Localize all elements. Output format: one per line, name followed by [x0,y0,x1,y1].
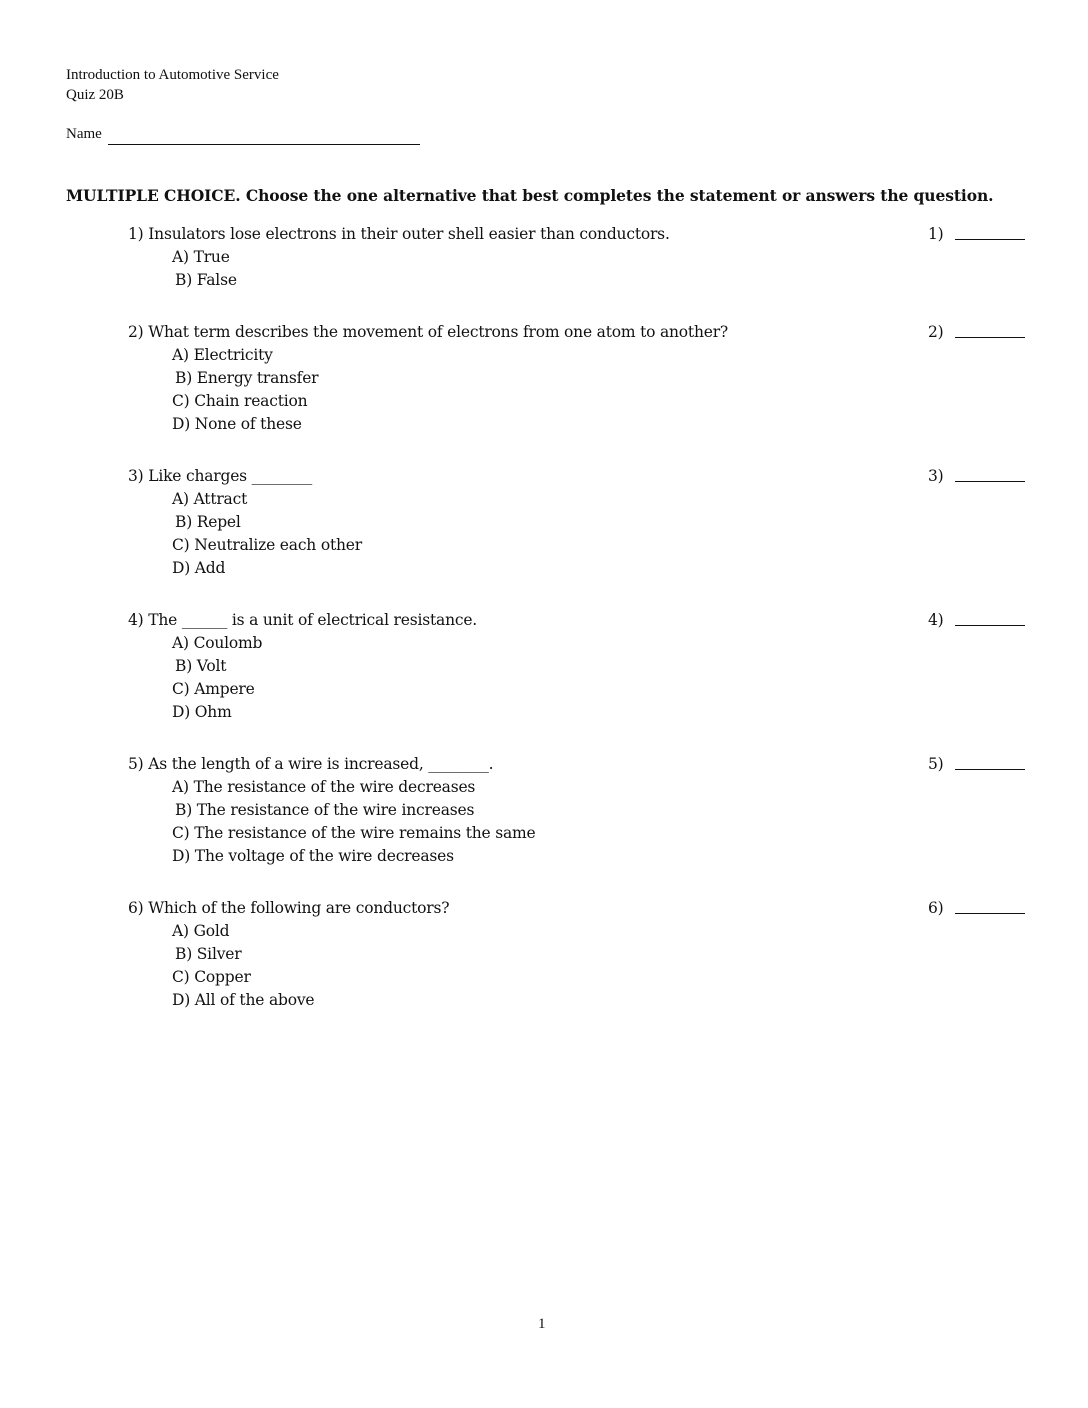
answer-option[interactable]: A) Gold [172,922,230,940]
answer-option[interactable]: A) True [172,248,230,266]
question-6 [128,897,1028,1012]
page-number: 1 [538,1316,546,1332]
answer-number: 4) [928,611,944,629]
answer-option[interactable]: D) None of these [172,415,302,433]
question-stem: 3) Like charges ________ [128,467,313,485]
answer-blank[interactable] [955,239,1025,240]
answer-blank[interactable] [955,913,1025,914]
answer-option[interactable]: B) False [175,271,237,289]
answer-option[interactable]: A) Coulomb [172,634,263,652]
answer-option[interactable]: B) Volt [175,657,227,675]
answer-number: 6) [928,899,944,917]
question-4 [128,609,1028,724]
answer-blank[interactable] [955,625,1025,626]
name-label: Name [66,126,102,142]
course-title: Introduction to Automotive Service [66,67,279,83]
answer-option[interactable]: D) All of the above [172,991,315,1009]
answer-blank[interactable] [955,337,1025,338]
answer-blank[interactable] [955,481,1025,482]
answer-number: 2) [928,323,944,341]
question-5 [128,753,1028,868]
name-field[interactable] [108,144,420,145]
answer-option[interactable]: D) Ohm [172,703,232,721]
question-stem: 4) The ______ is a unit of electrical resistance. [128,611,478,629]
answer-option[interactable]: D) The voltage of the wire decreases [172,847,454,865]
answer-number: 3) [928,467,944,485]
answer-option[interactable]: B) Energy transfer [175,369,319,387]
answer-option[interactable]: C) Ampere [172,680,255,698]
quiz-title: Quiz 20B [66,87,124,103]
answer-number: 1) [928,225,944,243]
answer-number: 5) [928,755,944,773]
question-2 [128,321,1028,436]
answer-blank[interactable] [955,769,1025,770]
question-stem: 6) Which of the following are conductors? [128,899,450,917]
answer-option[interactable]: B) Silver [175,945,242,963]
question-stem: 5) As the length of a wire is increased, ________. [128,755,494,773]
answer-option[interactable]: A) Attract [172,490,248,508]
answer-option[interactable]: A) Electricity [172,346,273,364]
question-stem: 2) What term describes the movement of electrons from one atom to another? [128,323,729,341]
answer-option[interactable]: B) Repel [175,513,241,531]
answer-option[interactable]: C) Copper [172,968,251,986]
answer-option[interactable]: C) The resistance of the wire remains the same [172,824,536,842]
instructions: MULTIPLE CHOICE. Choose the one alternative that best completes the statement or answers the question. [66,186,994,205]
answer-option[interactable]: C) Chain reaction [172,392,308,410]
answer-option[interactable]: D) Add [172,559,226,577]
question-stem: 1) Insulators lose electrons in their outer shell easier than conductors. [128,225,670,243]
question-1 [128,223,1028,292]
answer-option[interactable]: C) Neutralize each other [172,536,362,554]
question-3 [128,465,1028,580]
answer-option[interactable]: B) The resistance of the wire increases [175,801,475,819]
answer-option[interactable]: A) The resistance of the wire decreases [172,778,476,796]
